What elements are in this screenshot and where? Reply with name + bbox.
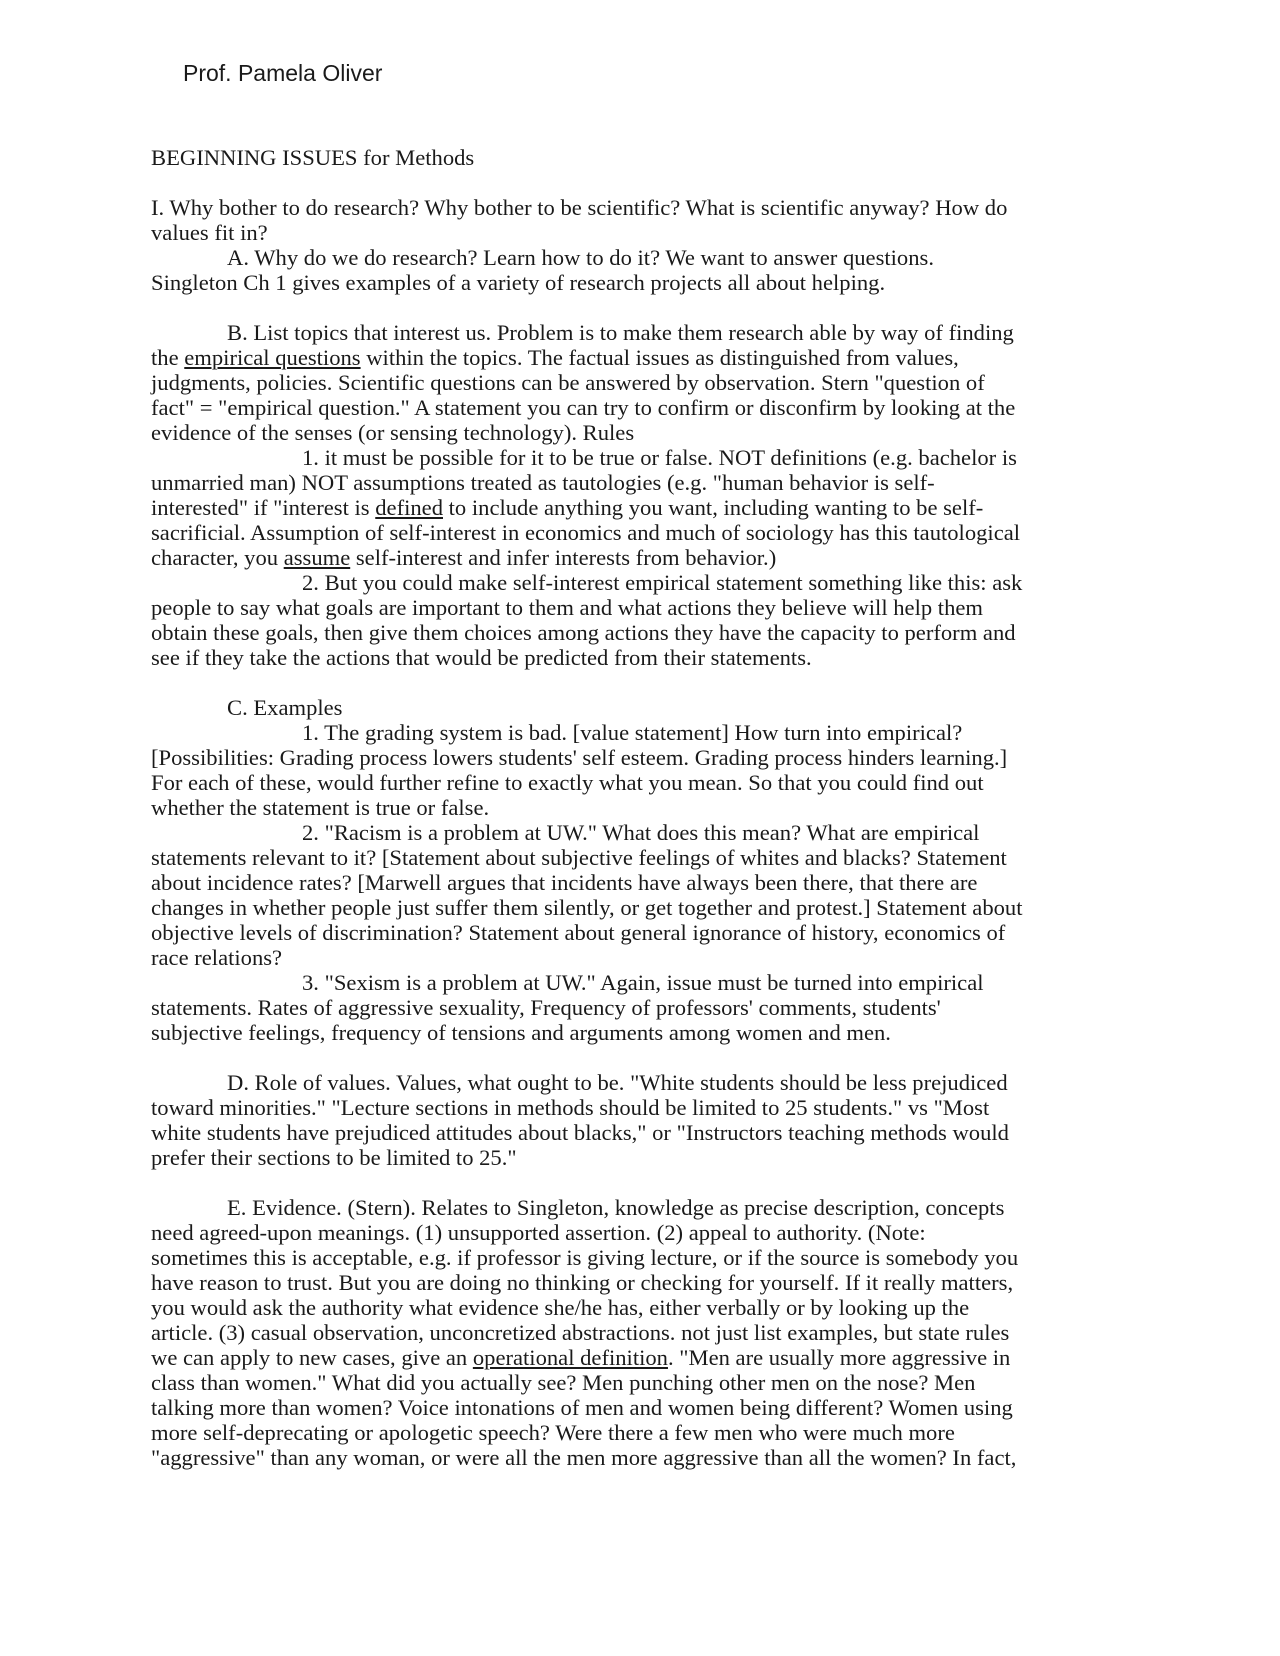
text-line: article. (3) casual observation, unconcretized abstractions. not just list examples, but state rules xyxy=(151,1320,1010,1345)
text-line: subjective feelings, frequency of tensions and arguments among women and men. xyxy=(151,1020,891,1045)
text-line: see if they take the actions that would be predicted from their statements. xyxy=(151,645,812,670)
text-line: 1. The grading system is bad. [value statement] How turn into empirical? xyxy=(302,720,963,745)
blank-line xyxy=(151,295,1151,320)
text-line: toward minorities." "Lecture sections in methods should be limited to 25 students." vs "Most xyxy=(151,1095,990,1120)
text-line: B. List topics that interest us. Problem is to make them research able by way of finding xyxy=(227,320,1014,345)
text-line: values fit in? xyxy=(151,220,268,245)
text-line: fact" = "empirical question." A statement you can try to confirm or disconfirm by looking at the xyxy=(151,395,1016,420)
text-line: statements. Rates of aggressive sexuality, Frequency of professors' comments, students' xyxy=(151,995,941,1020)
text-line: white students have prejudiced attitudes about blacks," or "Instructors teaching methods would xyxy=(151,1120,1009,1145)
text-line: evidence of the senses (or sensing technology). Rules xyxy=(151,420,635,445)
text-line: about incidence rates? [Marwell argues that incidents have always been there, that there are xyxy=(151,870,978,895)
text-line: judgments, policies. Scientific questions can be answered by observation. Stern "question of xyxy=(151,370,985,395)
text-line: people to say what goals are important to them and what actions they believe will help them xyxy=(151,595,983,620)
blank-line xyxy=(151,170,1151,195)
text-line: class than women." What did you actually see? Men punching other men on the nose? Men xyxy=(151,1370,976,1395)
text-line: whether the statement is true or false. xyxy=(151,795,490,820)
text-line: 1. it must be possible for it to be true or false. NOT definitions (e.g. bachelor is xyxy=(302,445,1017,470)
text-line: race relations? xyxy=(151,945,283,970)
text-line: I. Why bother to do research? Why bother to be scientific? What is scientific anyway? How do xyxy=(151,195,1008,220)
text-line: D. Role of values. Values, what ought to be. "White students should be less prejudiced xyxy=(227,1070,1008,1095)
text-line: sometimes this is acceptable, e.g. if professor is giving lecture, or if the source is somebody you xyxy=(151,1245,1019,1270)
text-line: For each of these, would further refine to exactly what you mean. So that you could find out xyxy=(151,770,984,795)
text-segment: . "Men are usually more aggressive in xyxy=(667,1345,1011,1370)
text-line: talking more than women? Voice intonations of men and women being different? Women using xyxy=(151,1395,1013,1420)
text-segment: interested" if "interest is xyxy=(151,495,376,520)
text-line: unmarried man) NOT assumptions treated as tautologies (e.g. "human behavior is self- xyxy=(151,470,935,495)
text-line: "aggressive" than any woman, or were all the men more aggressive than all the women? In fact, xyxy=(151,1445,1017,1470)
text-line: changes in whether people just suffer them silently, or get together and protest.] Statement about xyxy=(151,895,1023,920)
text-line: 2. "Racism is a problem at UW." What does this mean? What are empirical xyxy=(302,820,980,845)
document-body xyxy=(151,145,1151,1470)
text-segment: self-interest and infer interests from behavior.) xyxy=(350,545,777,570)
text-line xyxy=(151,1345,1151,1370)
text-segment: to include anything you want, including wanting to be self- xyxy=(443,495,984,520)
text-line: prefer their sections to be limited to 25." xyxy=(151,1145,517,1170)
underlined-term: defined xyxy=(375,495,443,520)
text-line: more self-deprecating or apologetic speech? Were there a few men who were much more xyxy=(151,1420,955,1445)
text-line: E. Evidence. (Stern). Relates to Singleton, knowledge as precise description, concepts xyxy=(227,1195,1005,1220)
text-line xyxy=(151,545,1151,570)
text-line: A. Why do we do research? Learn how to do it? We want to answer questions. xyxy=(227,245,934,270)
text-line: objective levels of discrimination? Statement about general ignorance of history, economics of xyxy=(151,920,1006,945)
text-line xyxy=(151,495,1151,520)
text-segment: character, you xyxy=(151,545,284,570)
text-segment: within the topics. The factual issues as distinguished from values, xyxy=(360,345,959,370)
underlined-term: operational definition xyxy=(472,1345,668,1370)
text-line: have reason to trust. But you are doing no thinking or checking for yourself. If it really matters, xyxy=(151,1270,1014,1295)
text-line: Singleton Ch 1 gives examples of a variety of research projects all about helping. xyxy=(151,270,886,295)
text-segment: the xyxy=(151,345,185,370)
text-line: 3. "Sexism is a problem at UW." Again, issue must be turned into empirical xyxy=(302,970,984,995)
text-line: need agreed-upon meanings. (1) unsupported assertion. (2) appeal to authority. (Note: xyxy=(151,1220,926,1245)
text-line: 2. But you could make self-interest empirical statement something like this: ask xyxy=(302,570,1023,595)
text-line: [Possibilities: Grading process lowers students' self esteem. Grading process hinders learning.] xyxy=(151,745,1008,770)
text-line xyxy=(151,345,1151,370)
blank-line xyxy=(151,1045,1151,1070)
author-header: Prof. Pamela Oliver xyxy=(183,60,383,86)
underlined-term: assume xyxy=(283,545,351,570)
text-segment: we can apply to new cases, give an xyxy=(151,1345,473,1370)
underlined-term: empirical questions xyxy=(184,345,361,370)
blank-line xyxy=(151,1170,1151,1195)
text-line: obtain these goals, then give them choices among actions they have the capacity to perform and xyxy=(151,620,1016,645)
text-line: C. Examples xyxy=(227,695,343,720)
text-line: sacrificial. Assumption of self-interest in economics and much of sociology has this tautological xyxy=(151,520,1021,545)
document-title: BEGINNING ISSUES for Methods xyxy=(151,145,475,170)
text-line: you would ask the authority what evidence she/he has, either verbally or by looking up the xyxy=(151,1295,970,1320)
blank-line xyxy=(151,670,1151,695)
text-line: statements relevant to it? [Statement about subjective feelings of whites and blacks? Statement xyxy=(151,845,1007,870)
